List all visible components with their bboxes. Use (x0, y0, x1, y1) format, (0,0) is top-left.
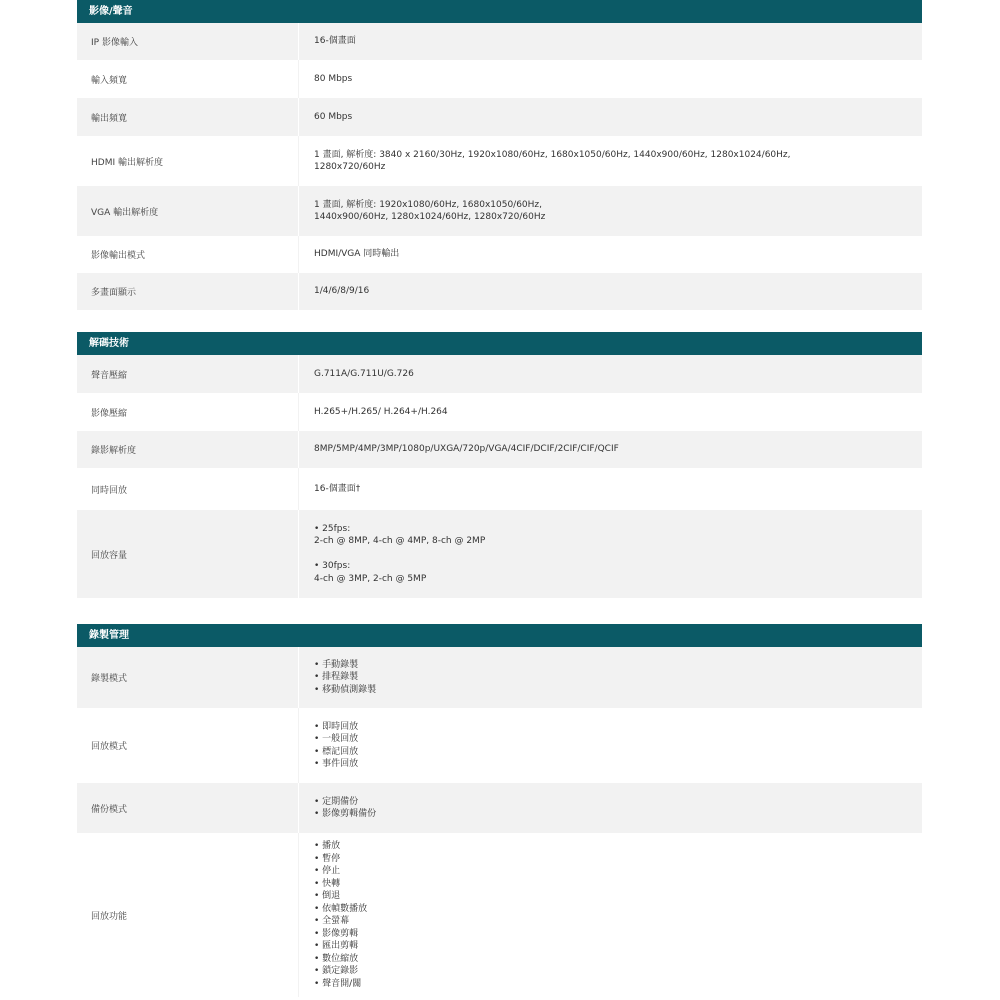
spec-section (77, 624, 922, 997)
spec-value-line: • 暫停 (314, 853, 341, 864)
spec-value-line: • 25fps: (314, 523, 351, 534)
spec-value (298, 647, 922, 708)
spec-value-line: • 事件回放 (314, 759, 359, 769)
spec-row (77, 98, 922, 136)
spec-value-line: 8MP/5MP/4MP/3MP/1080p/UXGA/720p/VGA/4CIF/DCIF/2CIF/CIF/QCIF (314, 444, 619, 455)
spec-value-line: • 手動錄製 (314, 659, 359, 670)
spec-value-line: • 停止 (314, 866, 341, 876)
spec-value-line: 2-ch @ 8MP, 4-ch @ 4MP, 8-ch @ 2MP (314, 536, 486, 547)
spec-value-line: • 移動偵測錄製 (314, 684, 377, 695)
spec-label: 錄製模式 (91, 674, 128, 684)
spec-value-line: • 聲音開/關 (314, 978, 362, 989)
spec-value-line: • 全螢幕 (314, 916, 350, 926)
spec-value (298, 833, 922, 997)
spec-label: 輸出頻寬 (91, 113, 128, 124)
spec-value-line: 16-個畫面 (314, 36, 356, 47)
spec-value-line: 1/4/6/8/9/16 (314, 286, 370, 297)
spec-value-line: • 倒退 (314, 891, 341, 901)
spec-value-line: • 影像剪輯備份 (314, 809, 377, 819)
spec-value-line: 16-個畫面† (314, 483, 361, 494)
spec-row (77, 236, 922, 273)
spec-value-line: • 播放 (314, 841, 341, 851)
spec-value (298, 355, 922, 393)
spec-label: HDMI 輸出解析度 (91, 157, 163, 168)
spec-value-line: • 排程錄製 (314, 672, 359, 683)
section-title: 錄製管理 (77, 624, 922, 647)
line-gap (314, 548, 922, 561)
spec-value-line: 60 Mbps (314, 111, 353, 122)
spec-label: 同時回放 (91, 485, 128, 496)
spec-row (77, 647, 922, 708)
spec-value-line: • 標記回放 (314, 746, 359, 757)
spec-label: 回放模式 (91, 742, 128, 752)
spec-label: 聲音壓縮 (91, 370, 128, 381)
spec-value-line: • 快轉 (314, 878, 341, 889)
spec-value (298, 783, 922, 833)
spec-row (77, 23, 922, 60)
spec-value-line: • 定期備份 (314, 796, 359, 807)
spec-value-line: • 即時回放 (314, 721, 359, 732)
spec-value (298, 431, 922, 468)
spec-row (77, 136, 922, 186)
spec-value-line: 1280x720/60Hz (314, 162, 386, 172)
spec-value-line: • 依幀數播放 (314, 903, 368, 914)
spec-row (77, 468, 922, 510)
spec-row (77, 783, 922, 833)
spec-value-line: • 30fps: (314, 561, 351, 572)
spec-row (77, 510, 922, 598)
spec-label: 回放容量 (91, 550, 128, 561)
spec-row (77, 273, 922, 310)
spec-value (298, 273, 922, 310)
section-title: 解碼技術 (77, 332, 922, 355)
spec-value (298, 136, 922, 186)
spec-value (298, 60, 922, 98)
spec-row (77, 355, 922, 393)
spec-value-line: 80 Mbps (314, 73, 353, 84)
spec-value-line: • 鎖定錄影 (314, 966, 359, 976)
spec-value (298, 98, 922, 136)
spec-value-line: • 影像剪輯 (314, 928, 359, 939)
spec-value (298, 393, 922, 431)
spec-value-line: H.265+/H.265/ H.264+/H.264 (314, 406, 448, 417)
spec-section (77, 0, 922, 310)
spec-label: IP 影像輸入 (91, 38, 138, 48)
spec-row (77, 708, 922, 783)
spec-row (77, 833, 922, 997)
spec-value-line: 4-ch @ 3MP, 2-ch @ 5MP (314, 573, 427, 584)
spec-value-line: 1 畫面, 解析度: 1920x1080/60Hz, 1680x1050/60Hz, (314, 199, 543, 210)
spec-value-line: • 一般回放 (314, 734, 359, 744)
spec-row (77, 393, 922, 431)
spec-value (298, 236, 922, 273)
spec-row (77, 60, 922, 98)
spec-label: 輸入頻寬 (91, 75, 128, 86)
spec-row (77, 431, 922, 468)
spec-value-line: • 數位縮放 (314, 953, 359, 964)
spec-value (298, 186, 922, 236)
spec-value-line: HDMI/VGA 同時輸出 (314, 249, 400, 260)
spec-row (77, 186, 922, 236)
spec-label: 影像輸出模式 (91, 251, 146, 261)
spec-label: 多畫面顯示 (91, 288, 137, 298)
spec-label: 錄影解析度 (91, 446, 137, 456)
spec-value-line: 1440x900/60Hz, 1280x1024/60Hz, 1280x720/60Hz (314, 212, 546, 222)
spec-value (298, 23, 922, 60)
spec-value (298, 510, 922, 598)
spec-section (77, 332, 922, 598)
spec-value (298, 468, 922, 510)
spec-label: 回放功能 (91, 911, 128, 922)
spec-value-line: 1 畫面, 解析度: 3840 x 2160/30Hz, 1920x1080/60Hz, 1680x1050/60Hz, 1440x900/60Hz, 1280x1024/60Hz, (314, 149, 791, 160)
spec-label: VGA 輸出解析度 (91, 207, 159, 218)
spec-value-line: G.711A/G.711U/G.726 (314, 368, 414, 379)
spec-value-line: • 匯出剪輯 (314, 941, 359, 951)
spec-label: 備份模式 (91, 804, 128, 815)
section-title: 影像/聲音 (77, 0, 922, 23)
spec-value (298, 708, 922, 783)
spec-label: 影像壓縮 (91, 408, 128, 419)
